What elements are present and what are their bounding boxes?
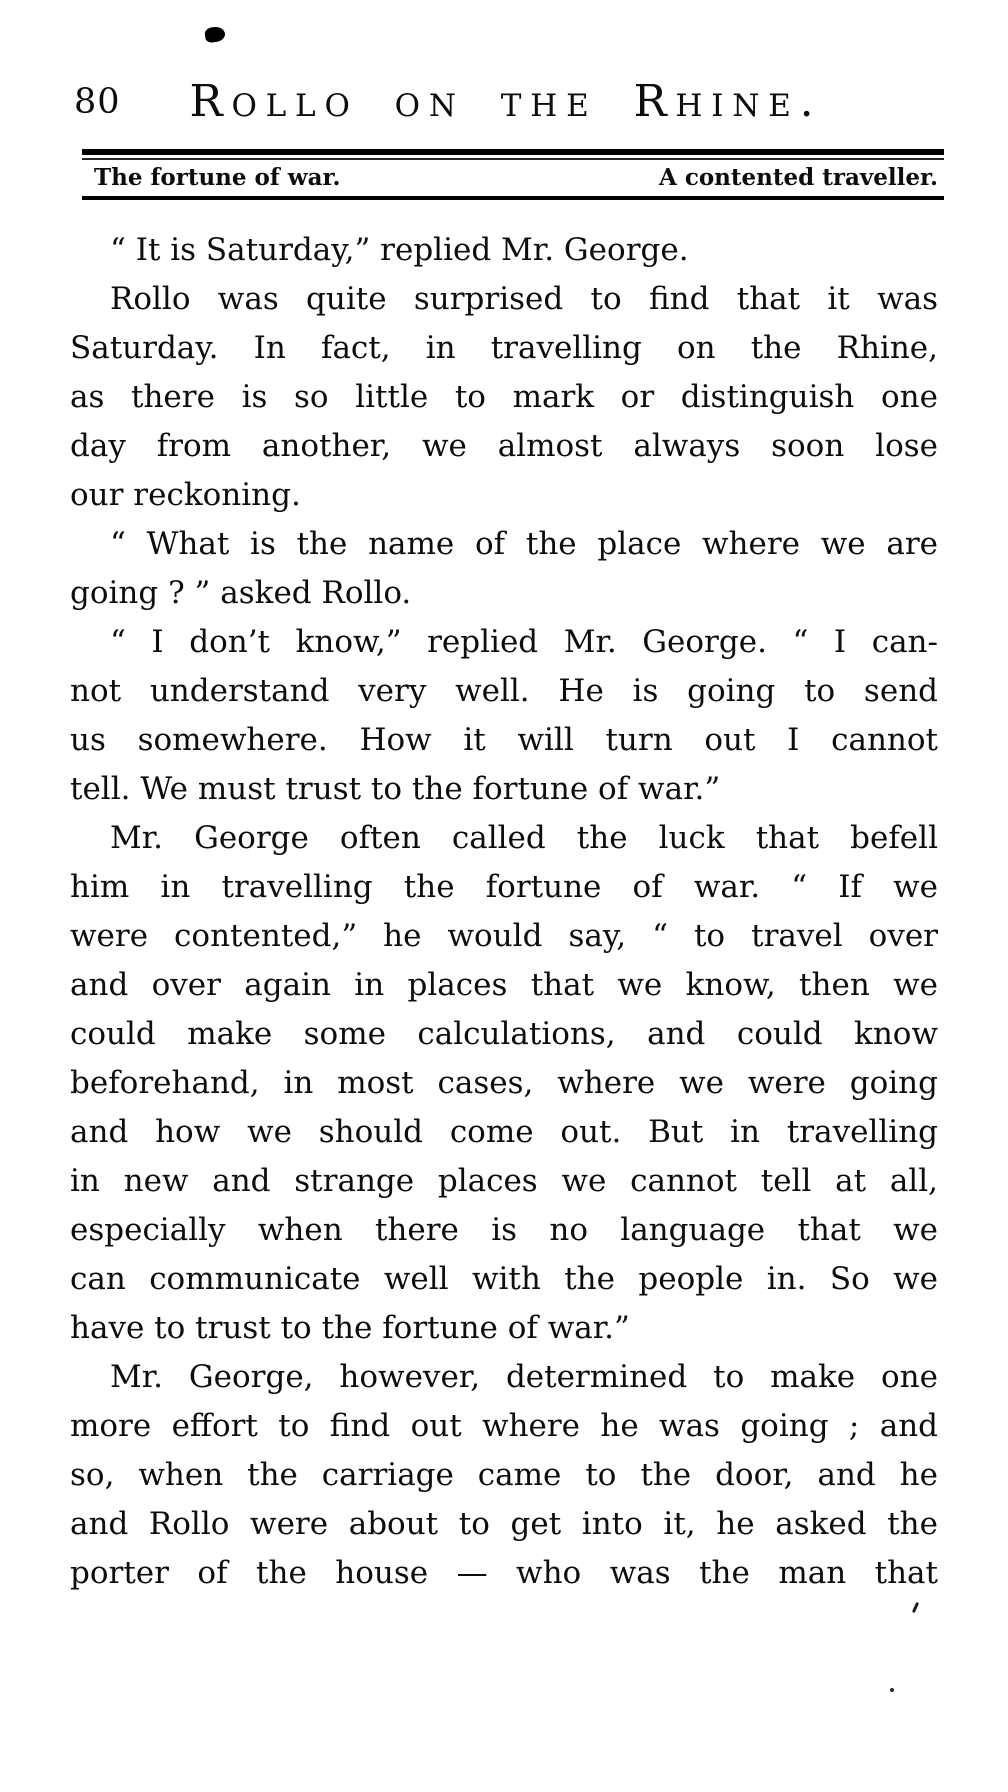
text-line: beforehand, in most cases, where we were going <box>70 1065 938 1101</box>
text-line: and Rollo were about to get into it, he asked the <box>70 1506 938 1542</box>
text-line: could make some calculations, and could know <box>70 1016 938 1052</box>
running-heads <box>82 162 944 194</box>
rule-thick <box>82 149 944 155</box>
ink-blob-mark <box>204 26 226 44</box>
body-text <box>70 226 938 1598</box>
text-line: in new and strange places we cannot tell at all, <box>70 1163 938 1199</box>
text-line: our reckoning. <box>70 477 301 513</box>
text-line: tell. We must trust to the fortune of war.” <box>70 771 721 807</box>
text-line: can communicate well with the people in. So we <box>70 1261 938 1297</box>
text-line: porter of the house — who was the man that <box>70 1555 938 1591</box>
text-line: him in travelling the fortune of war. “ If we <box>70 869 938 905</box>
text-line: Saturday. In fact, in travelling on the Rhine, <box>70 330 938 366</box>
text-line: us somewhere. How it will turn out I cannot <box>70 722 938 758</box>
running-head-left: The fortune of war. <box>94 164 341 191</box>
rule-thin <box>82 158 944 160</box>
text-line: more effort to find out where he was going ; and <box>70 1408 938 1444</box>
running-head-rule <box>82 196 944 200</box>
text-line: and how we should come out. But in travelling <box>70 1114 938 1150</box>
text-line: have to trust to the fortune of war.” <box>70 1310 630 1346</box>
text-line: Mr. George often called the luck that befell <box>110 820 938 856</box>
text-line: “ I don’t know,” replied Mr. George. “ I can- <box>110 624 938 660</box>
text-line: especially when there is no language that we <box>70 1212 938 1248</box>
page-number: 80 <box>74 82 121 122</box>
text-line: were contented,” he would say, “ to travel over <box>70 918 938 954</box>
text-line: going ? ” asked Rollo. <box>70 575 412 611</box>
text-line: and over again in places that we know, then we <box>70 967 938 1003</box>
text-line: as there is so little to mark or distinguish one <box>70 379 938 415</box>
text-line: “ It is Saturday,” replied Mr. George. <box>110 232 689 268</box>
text-line: Rollo was quite surprised to find that it was <box>110 281 938 317</box>
text-line: not understand very well. He is going to send <box>70 673 938 709</box>
text-line: Mr. George, however, determined to make one <box>110 1359 938 1395</box>
text-line: “ What is the name of the place where we are <box>110 526 938 562</box>
header-double-rule <box>82 149 944 160</box>
book-title: Rollo on the Rhine. <box>189 76 823 127</box>
text-line: day from another, we almost always soon lose <box>70 428 938 464</box>
scan-speck-tick <box>912 1602 919 1613</box>
scan-speck-dot <box>890 1688 894 1692</box>
text-line: so, when the carriage came to the door, and he <box>70 1457 938 1493</box>
page-header <box>72 74 940 130</box>
running-head-right: A contented traveller. <box>658 164 938 191</box>
